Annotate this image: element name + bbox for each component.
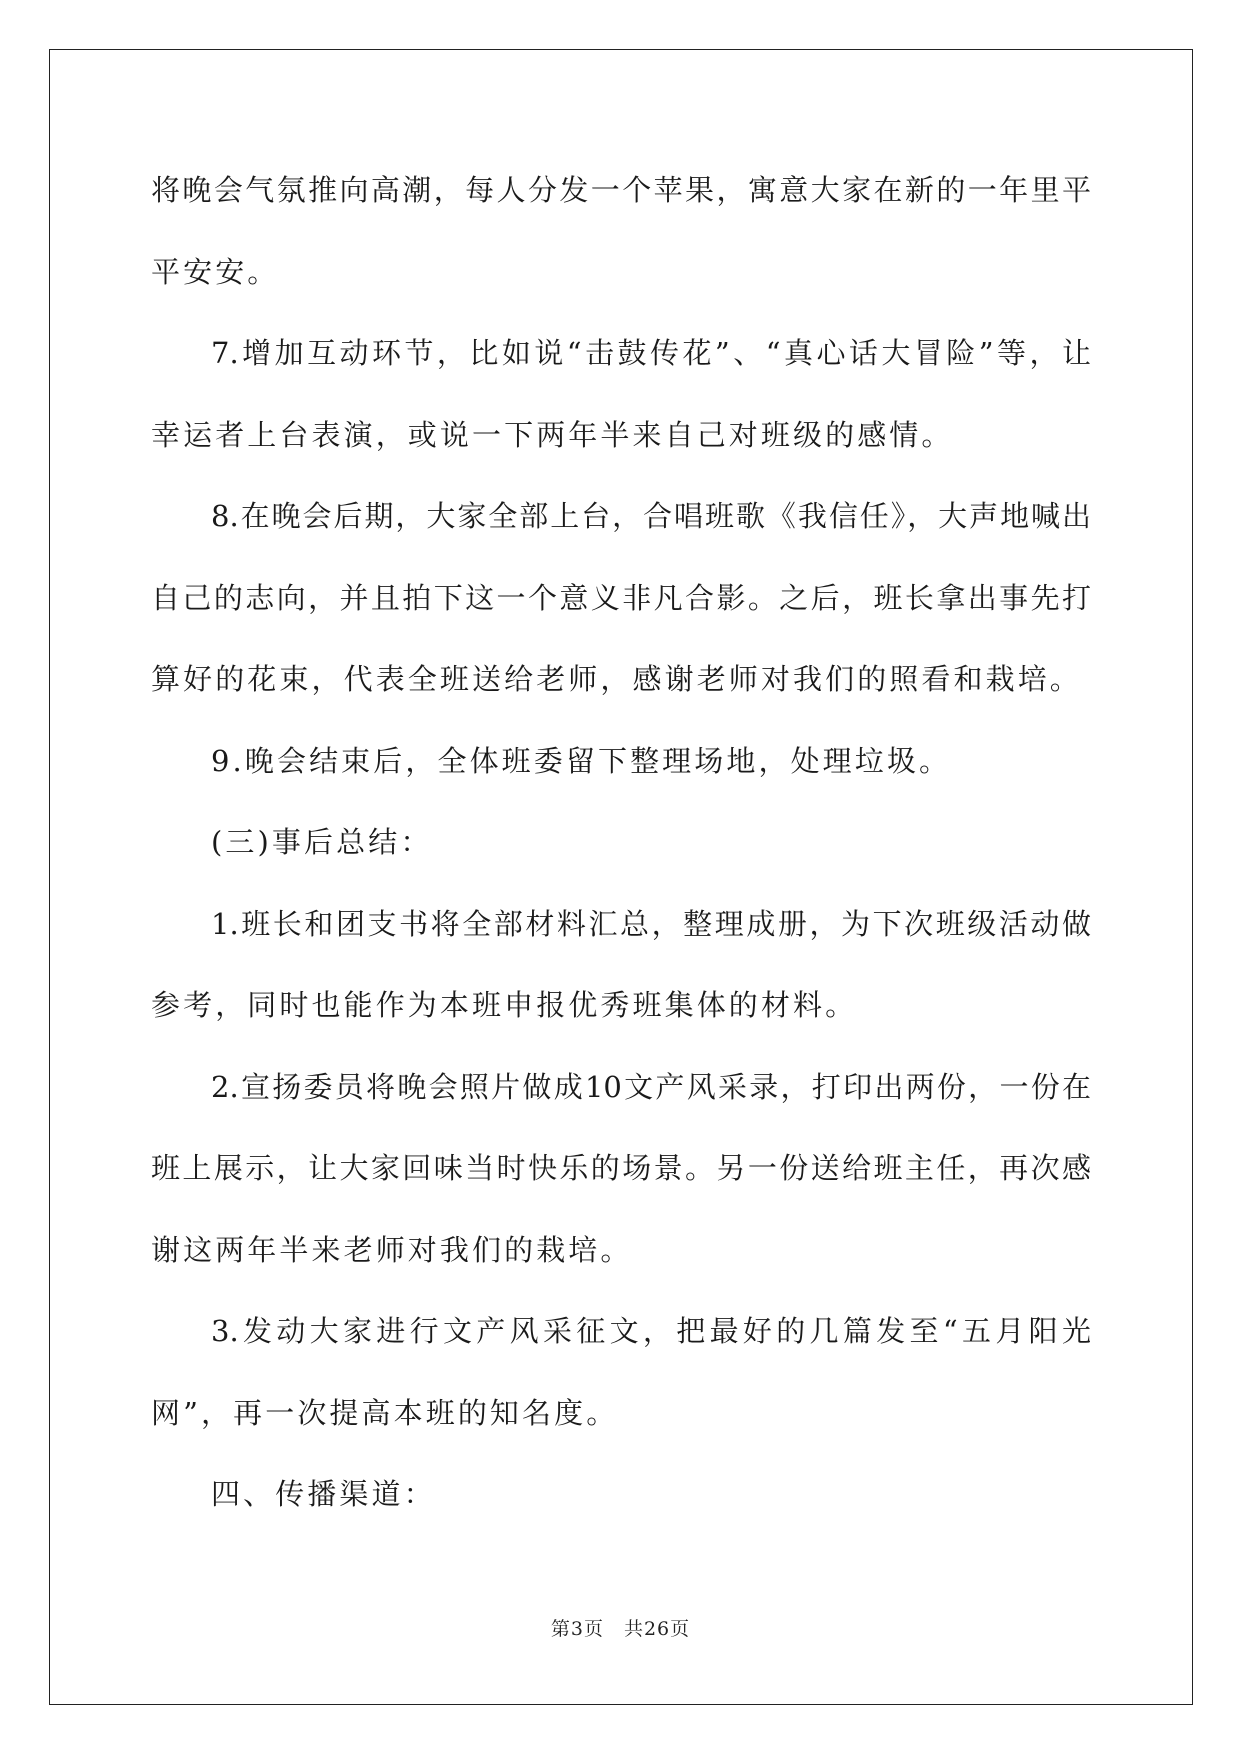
page-number: 第3页 共26页	[550, 1618, 691, 1640]
body-line: 算好的花束，代表全班送给老师，感谢老师对我们的照看和栽培。	[151, 662, 1082, 696]
body-line: 9.晚会结束后，全体班委留下整理场地，处理垃圾。	[211, 743, 952, 778]
body-line: 将晚会气氛推向高潮，每人分发一个苹果，寓意大家在新的一年里平	[151, 173, 1091, 207]
body-line: 参考，同时也能作为本班申报优秀班集体的材料。	[151, 988, 858, 1022]
body-line: 网”，再一次提高本班的知名度。	[151, 1395, 619, 1430]
body-line: 2.宣扬委员将晚会照片做成10文产风采录，打印出两份，一份在	[211, 1069, 1091, 1104]
body-line: 8.在晚会后期，大家全部上台，合唱班歌《我信任》，大声地喊出	[211, 499, 1091, 533]
document-body	[151, 160, 1091, 1546]
body-line: 7.增加互动环节，比如说“击鼓传花”、“真心话大冒险”等，让	[211, 336, 1091, 370]
body-line: 3.发动大家进行文产风采征文，把最好的几篇发至“五月阳光	[211, 1314, 1091, 1348]
body-line: 幸运者上台表演，或说一下两年半来自己对班级的感情。	[151, 417, 954, 452]
body-line: 自己的志向，并且拍下这一个意义非凡合影。之后，班长拿出事先打	[151, 580, 1091, 615]
body-line: 1.班长和团支书将全部材料汇总，整理成册，为下次班级活动做	[211, 906, 1091, 941]
section-heading: (三)事后总结：	[211, 825, 433, 859]
section-heading: 四、传播渠道：	[211, 1477, 436, 1511]
body-line: 谢这两年半来老师对我们的栽培。	[151, 1232, 633, 1267]
body-line: 平安安。	[151, 254, 280, 289]
body-line: 班上展示，让大家回味当时快乐的场景。另一份送给班主任，再次感	[151, 1151, 1091, 1185]
